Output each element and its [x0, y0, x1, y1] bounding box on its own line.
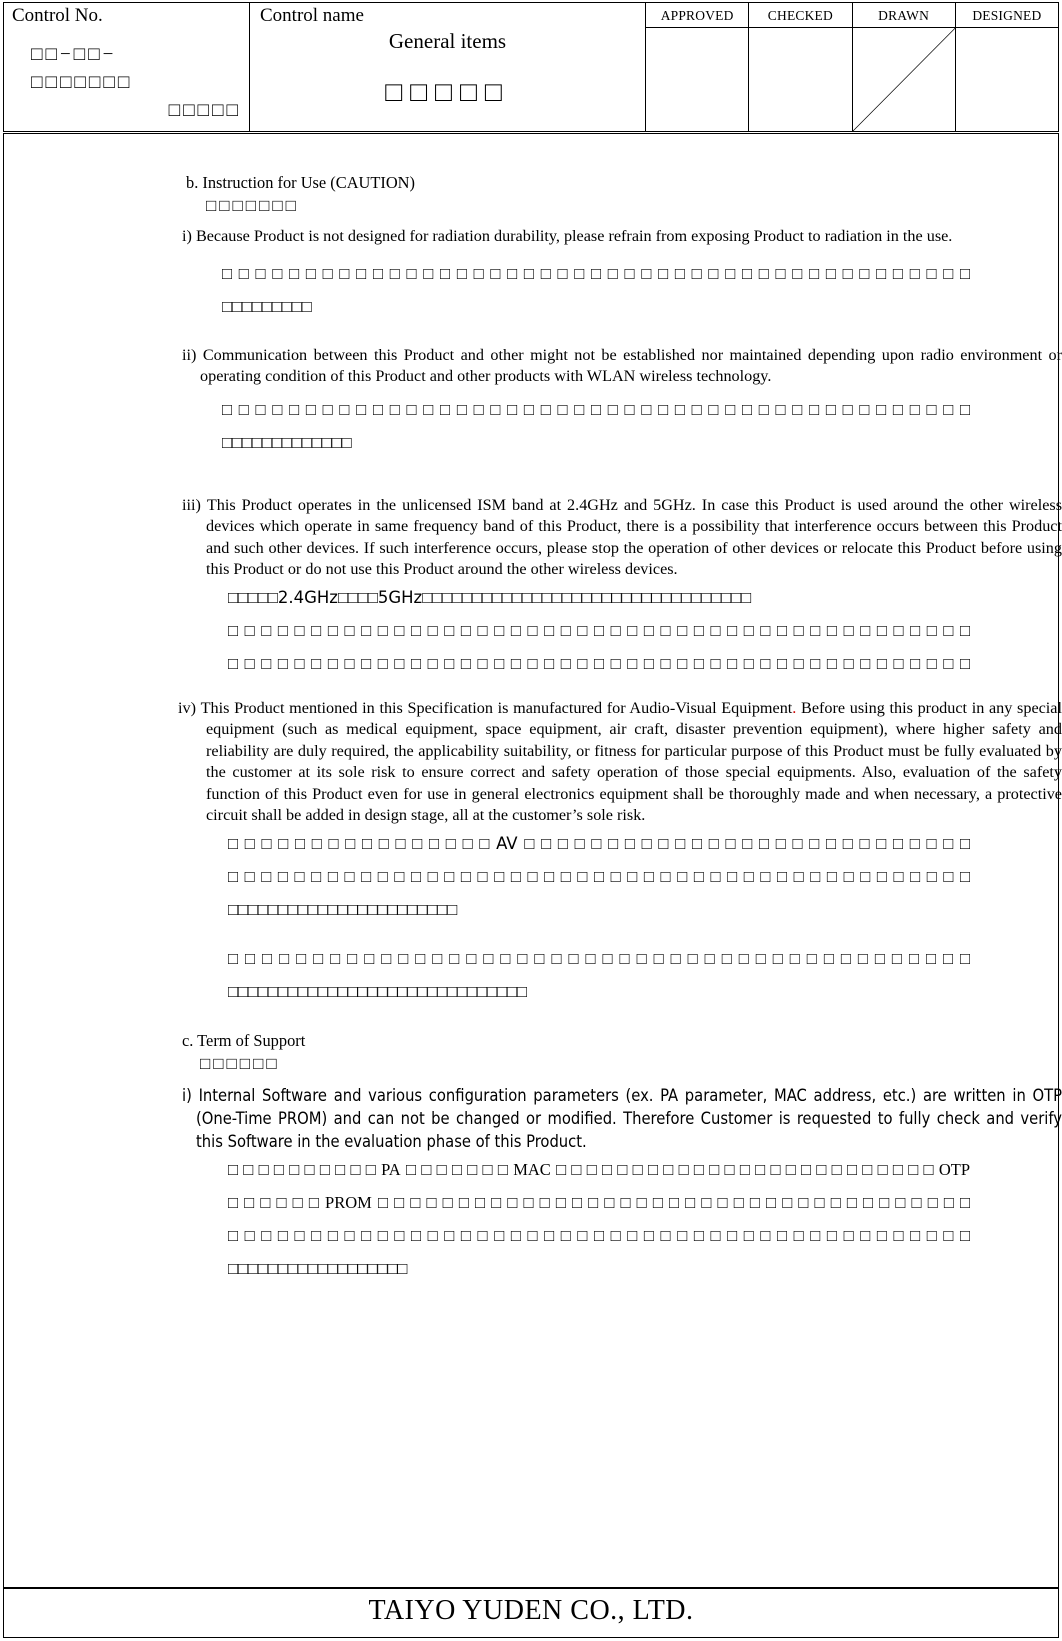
section-b-item-iii-freq-5: 5GHz — [377, 587, 423, 607]
section-b-heading-en: b. Instruction for Use (CAUTION) — [186, 173, 415, 192]
section-b-item-iv-jp-head: □□□□□□□□□□□□□□□□ — [228, 833, 497, 853]
signature-box-designed[interactable] — [956, 28, 1058, 131]
section-c-jp-token-mac: MAC — [513, 1159, 551, 1179]
section-b-item-iv-body-part2: Before using this product in any special equipment (such as medical equipment, space equipment, air craft, disaster prevention equipment), where higher safety and reliability are duly required, the applicability suitability, or fitness for particular purpose of this Product must be fully evaluated by the customer at its sole risk to ensure correct and safety operation of those special equipments. Also, evaluation of the safety function of this Product even for use in general electronics equipment shall be thoroughly made and when necessary, a protective circuit shall be added in design stage, all at the customer’s sole risk. — [206, 698, 1062, 824]
section-b-item-ii-jp-line2: □□□□□□□□□□□□□ — [222, 432, 352, 452]
control-no-label: Control No. — [12, 5, 103, 26]
section-c-item-i-jp-line0 — [228, 1153, 970, 1186]
signature-column-approved — [646, 3, 749, 131]
section-c-item-i-jp-line3: □□□□□□□□□□□□□□□□□□ — [228, 1258, 408, 1278]
signature-box-approved[interactable] — [646, 28, 748, 131]
section-b-item-i-body: Because Product is not designed for radiation durability, please refrain from exposing Product to radiation in the use. — [195, 227, 953, 245]
section-b-item-iv-jp-line2: □□□□□□□□□□□□□□□□□□□□□□□ — [228, 899, 458, 919]
control-no-value-line1: □□−□□− — [31, 44, 117, 65]
signature-column-checked — [749, 3, 852, 131]
section-b-item-iv-jp2-line2: □□□□□□□□□□□□□□□□□□□□□□□□□□□□□□ — [228, 981, 527, 1001]
section-b-item-iv-jp2-line1: □□□□□□□□□□□□□□□□□□□□□□□□□□□□□□□□□□□□□□□□□□□□ — [228, 948, 970, 968]
section-b-item-ii-body: Communication between this Product and other might not be established nor maintained depending upon radio environment or operating condition of this Product and other products with WLAN wireless technology. — [200, 345, 1062, 385]
document-body-content — [0, 133, 1062, 1285]
diagonal-strike-icon — [853, 28, 955, 131]
signature-header-drawn: DRAWN — [853, 3, 955, 28]
section-c-heading-jp: □□□□□□ — [200, 1053, 280, 1073]
section-c-jp-seg-2: □□□□□□□ — [400, 1159, 514, 1179]
section-c-jp2-seg-0: □□□□□□ — [228, 1192, 326, 1212]
control-name-value-jp: □□□□□ — [385, 77, 510, 108]
section-b-item-iii-marker: iii) — [182, 495, 201, 514]
section-b-item-iv-jp-line1: □□□□□□□□□□□□□□□□□□□□□□□□□□□□□□□□□□□□□□□□□□□□□ — [228, 866, 970, 886]
control-name-value-en: General items — [388, 29, 507, 53]
section-b-item-iii-jp-line2: □□□□□□□□□□□□□□□□□□□□□□□□□□□□□□□□□□□□□□□□□□□□□ — [228, 653, 970, 673]
footer-divider — [3, 1587, 1059, 1589]
section-b-item-iv-jp-line0 — [228, 827, 970, 860]
signature-column-drawn — [853, 3, 956, 131]
signature-header-designed: DESIGNED — [956, 3, 1058, 28]
control-name-label: Control name — [260, 5, 364, 26]
section-c-jp-token-prom: PROM — [325, 1192, 372, 1212]
section-b-item-i-jp-line2: □□□□□□□□□ — [222, 296, 312, 316]
section-b-item-iii-text — [182, 495, 1062, 581]
section-b-item-iii-jp-head: □□□□□ — [228, 587, 278, 607]
section-b-heading-jp: □□□□□□□ — [206, 196, 299, 215]
section-c-jp-token-pa: PA — [381, 1159, 401, 1179]
section-c-jp-seg-4: □□□□□□□□□□□□□□□□□□□□□□□□□ — [550, 1159, 939, 1179]
section-b-item-iii-freq-24: 2.4GHz — [277, 587, 338, 607]
signature-columns — [646, 3, 1058, 131]
section-b-item-i-marker: i) — [182, 227, 192, 245]
section-b-item-iv-marker: iv) — [178, 698, 196, 717]
section-b-item-iv-body-part1: This Product mentioned in this Specification is manufactured for Audio-Visual Equipment — [200, 698, 793, 717]
section-b-item-i-jp-line1: □□□□□□□□□□□□□□□□□□□□□□□□□□□□□□□□□□□□□□□□□□□□□ — [222, 263, 970, 283]
section-c-item-i-jp-line2: □□□□□□□□□□□□□□□□□□□□□□□□□□□□□□□□□□□□□□□□□□□□□ — [228, 1225, 970, 1245]
section-c-item-i-body: Internal Software and various configuration parameters (ex. PA parameter, MAC address, etc.) are written in OTP (One-Time PROM) and can not be changed or modified. Therefore Customer is requested to fully check and verify this Software in the evaluation phase of this Product. — [196, 1085, 1062, 1151]
section-b-item-iii-jp-line0 — [228, 581, 970, 614]
control-no-value-line2: □□□□□□□ — [31, 72, 133, 93]
title-block-table — [3, 2, 1059, 132]
section-c-jp2-seg-2: □□□□□□□□□□□□□□□□□□□□□□□□□□□□□□□□□□□□□ — [371, 1192, 971, 1212]
signature-header-checked: CHECKED — [749, 3, 851, 28]
section-b-item-iii-jp-line1: □□□□□□□□□□□□□□□□□□□□□□□□□□□□□□□□□□□□□□□□□□□□□ — [228, 620, 970, 640]
section-b-item-ii-text — [182, 345, 1062, 388]
section-b-item-iii-jp-mid: □□□□ — [337, 587, 378, 607]
section-c-jp-seg-0: □□□□□□□□□□ — [228, 1159, 382, 1179]
section-b-item-ii-jp-line1: □□□□□□□□□□□□□□□□□□□□□□□□□□□□□□□□□□□□□□□□□□□□□ — [222, 399, 970, 419]
section-c-jp-token-otp: OTP — [938, 1159, 971, 1179]
section-b-item-ii-marker: ii) — [182, 345, 197, 364]
signature-box-drawn[interactable] — [853, 28, 955, 131]
section-b-item-iv-jp-tail: □□□□□□□□□□□□□□□□□□□□□□□□□□□ — [517, 833, 970, 853]
section-b-item-iv-red-period: . — [792, 698, 797, 717]
signature-box-checked[interactable] — [749, 28, 851, 131]
section-c-item-i-jp-line1 — [228, 1186, 970, 1219]
company-name: TAIYO YUDEN CO., LTD. — [368, 1595, 694, 1626]
signature-column-designed — [956, 3, 1058, 131]
section-b-item-iv-text — [178, 698, 1062, 827]
section-c-item-i-text — [182, 1084, 1062, 1153]
section-b-item-iii-jp-tail: □□□□□□□□□□□□□□□□□□□□□□□□□□□□□□□□□ — [422, 587, 752, 607]
section-b-item-iii-body: This Product operates in the unlicensed ISM band at 2.4GHz and 5GHz. In case this Product is used around the other wireless devices which operate in same frequency band of this Product, there is a possibility that interference occurs between this Product and such other devices. If such interference occurs, please stop the operation of other devices or relocate this Product before using this Product or do not use this Product around the other wireless devices. — [206, 495, 1062, 578]
control-no-value-line3: □□□□□ — [168, 100, 241, 121]
section-b-item-i-text — [182, 226, 1062, 248]
section-c-heading-en: c. Term of Support — [182, 1030, 306, 1050]
section-b-item-iv-av-token: AV — [496, 833, 518, 853]
signature-header-approved: APPROVED — [646, 3, 748, 28]
control-name-cell — [250, 3, 646, 131]
control-no-cell — [4, 3, 250, 131]
section-c-item-i-marker: i) — [182, 1085, 192, 1105]
